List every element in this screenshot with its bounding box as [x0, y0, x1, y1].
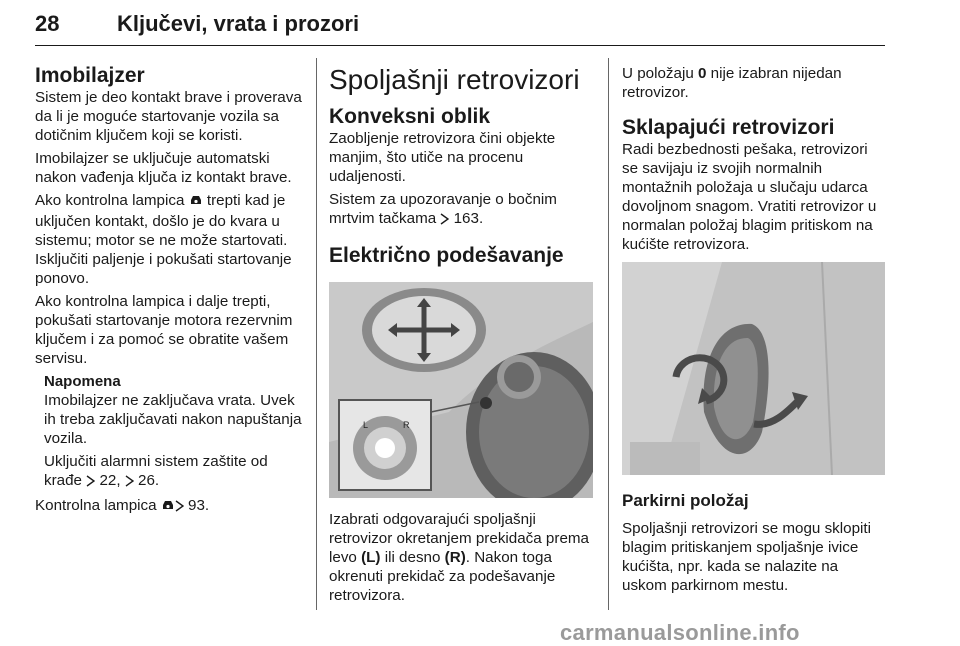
note-title: Napomena: [44, 373, 121, 391]
paragraph: Sistem je deo kontakt brave i proverava da li je moguće startovanje vozila sa dotičnim ključem koji se koristi.: [35, 89, 302, 145]
immobilizer-car-key-icon: [189, 193, 203, 212]
watermark: carmanualsonline.info: [560, 620, 800, 645]
column-divider-2: [608, 58, 609, 610]
note-paragraph: Imobilajzer ne zaključava vrata. Uvek ih treba zaključavati nakon napuštanja vozila.: [44, 392, 302, 448]
reference-arrow-icon: [86, 473, 95, 492]
page-number: 28: [35, 11, 60, 36]
paragraph: U položaju 0 nije izabran nijedan retrovizor.: [622, 65, 842, 101]
section-heading-exterior-mirrors: Spoljašnji retrovizori: [329, 64, 580, 95]
immobilizer-car-key-icon: [161, 498, 175, 517]
column-immobilizer: [35, 64, 305, 521]
paragraph: Kontrolna lampica 93.: [35, 496, 305, 517]
column-exterior-mirrors: [329, 64, 597, 609]
section-heading-immobilizer: Imobilajzer: [35, 64, 145, 87]
reference-arrow-icon: [175, 498, 184, 517]
subheading-convex: Konveksni oblik: [329, 105, 491, 129]
subheading-parking-position: Parkirni položaj: [622, 491, 749, 511]
note-box: [44, 372, 305, 492]
reference-arrow-icon: [125, 473, 134, 492]
paragraph: Ako kontrolna lampica i dalje trepti, pokušati startovanje motora rezervnim ključem i za pomoć se obratite vašem servisu.: [35, 293, 293, 368]
paragraph: Sistem za upozoravanje o bočnim mrtvim tačkama 163.: [329, 190, 597, 230]
section-heading-folding-mirrors: Sklapajući retrovizori: [622, 116, 835, 139]
paragraph: Spoljašnji retrovizori se mogu sklopiti blagim pritiskanjem spoljašnje ivice kućišta, npr. kada se nalazite na uskom parkirnom mestu.: [622, 519, 872, 594]
mirror-switch-illustration: [329, 282, 593, 498]
paragraph: Zaobljenje retrovizora čini objekte manjim, što utiče na procenu udaljenosti.: [329, 130, 556, 186]
column-folding-mirrors: [622, 64, 887, 599]
paragraph: Izabrati odgovarajući spoljašnji retrovizor okretanjem prekidača prema levo (L) ili desno (R). Nakon toga okrenuti prekidač za podešavanje retrovizora.: [329, 511, 589, 605]
svg-text:R: R: [403, 420, 410, 431]
column-divider-1: [316, 58, 317, 610]
folding-mirror-illustration: [622, 262, 885, 475]
note-paragraph: Uključiti alarmni sistem zaštite od krađe 22, 26.: [44, 452, 305, 492]
svg-text:L: L: [363, 420, 369, 431]
page-header-title: Ključevi, vrata i prozori: [117, 11, 360, 36]
header-rule: [35, 45, 885, 46]
paragraph: Imobilajzer se uključuje automatski nakon vađenja ključa iz kontakt brave.: [35, 150, 292, 187]
paragraph: Radi bezbednosti pešaka, retrovizori se savijaju iz svojih normalnih montažnih položaja u slučaju udarca dovoljnom snagom. Vratiti retrovizor u normalan položaj blagim pritiskom na kućište retrovizora.: [622, 141, 877, 254]
subheading-electric-adjustment: Električno podešavanje: [329, 244, 564, 268]
paragraph: Ako kontrolna lampica trepti kad je uključen kontakt, došlo je do kvara u sistemu; motor se ne može startovati. Isključiti paljenje i pokušati startovanje ponovo.: [35, 192, 292, 288]
